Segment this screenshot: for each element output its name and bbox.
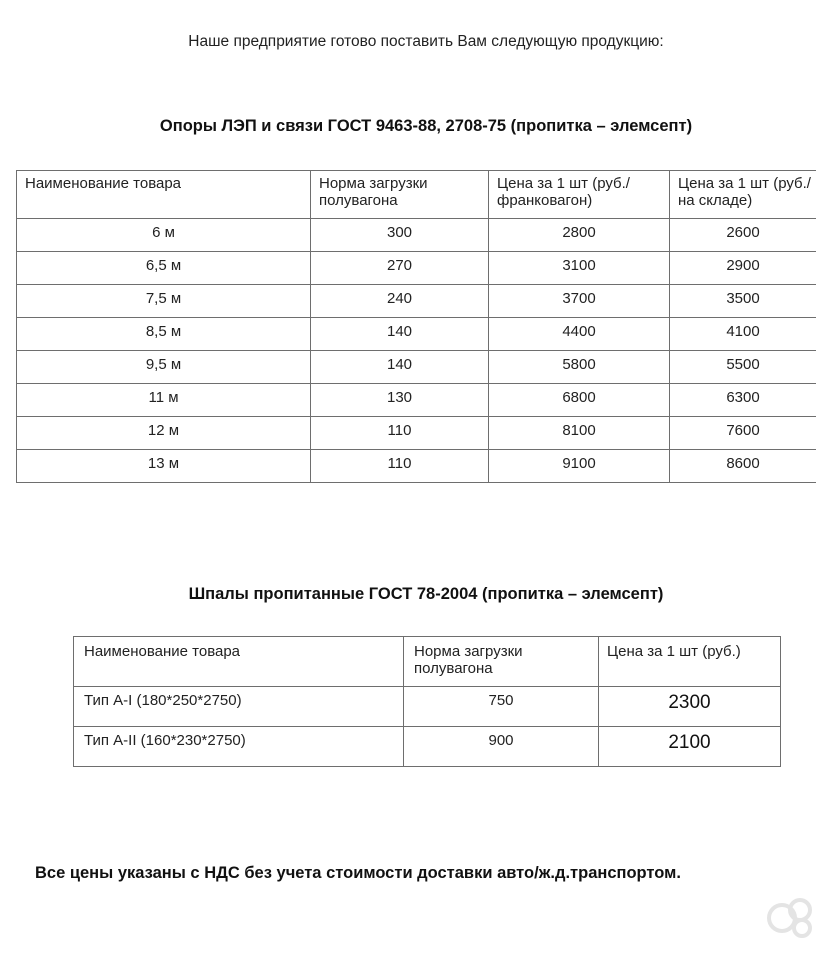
section-title-poles: Опоры ЛЭП и связи ГОСТ 9463-88, 2708-75 (пропитка – элемсепт) [159,117,693,135]
cell-name: 6,5 м [17,252,311,285]
cell-price-warehouse: 7600 [670,417,816,450]
cell-load: 300 [311,219,489,252]
cell-name: 7,5 м [17,285,311,318]
table-row [17,219,816,252]
cell-load: 110 [311,417,489,450]
cell-price-wagon: 5800 [489,351,670,384]
table-row [74,727,781,767]
cell-price-warehouse: 2600 [670,219,816,252]
cell-name: 8,5 м [17,318,311,351]
cell-price: 2100 [599,727,781,767]
cell-load: 750 [404,687,599,727]
cell-price-warehouse: 3500 [670,285,816,318]
col-header-name: Наименование товара [74,637,404,687]
col-header-price-wagon: Цена за 1 шт (руб./франковагон) [489,171,670,219]
section-title-sleepers: Шпалы пропитанные ГОСТ 78-2004 (пропитка – элемсепт) [188,585,664,603]
cell-price-warehouse: 6300 [670,384,816,417]
cell-load: 130 [311,384,489,417]
cell-load: 900 [404,727,599,767]
cell-price-wagon: 3700 [489,285,670,318]
intro-text: Наше предприятие готово поставить Вам следующую продукцию: [188,33,664,50]
cell-price-warehouse: 8600 [670,450,816,483]
cell-name: 12 м [17,417,311,450]
cell-price-wagon: 3100 [489,252,670,285]
table-row [17,318,816,351]
col-header-load: Норма загрузки полувагона [404,637,599,687]
table-row [17,285,816,318]
cell-name: Тип А-I (180*250*2750) [74,687,404,727]
col-header-name: Наименование товара [17,171,311,219]
cell-load: 110 [311,450,489,483]
cell-name: 11 м [17,384,311,417]
cell-price-wagon: 4400 [489,318,670,351]
cell-name: 9,5 м [17,351,311,384]
camera-watermark-icon [762,888,816,942]
cell-price-wagon: 8100 [489,417,670,450]
footer-note: Все цены указаны с НДС без учета стоимости доставки авто/ж.д.транспортом. [35,864,681,882]
col-header-price: Цена за 1 шт (руб.) [599,637,781,687]
table-row [74,687,781,727]
cell-price-wagon: 9100 [489,450,670,483]
cell-price-warehouse: 4100 [670,318,816,351]
table-header-row [17,171,816,219]
table-header-row [74,637,781,687]
table-row [17,417,816,450]
sleepers-price-table [73,636,781,767]
cell-name: 6 м [17,219,311,252]
table-row [17,351,816,384]
cell-price-warehouse: 2900 [670,252,816,285]
table-row [17,252,816,285]
table-row [17,450,816,483]
col-header-price-warehouse: Цена за 1 шт (руб./на складе) [670,171,816,219]
cell-price-wagon: 6800 [489,384,670,417]
cell-load: 140 [311,318,489,351]
cell-load: 240 [311,285,489,318]
col-header-load: Норма загрузки полувагона [311,171,489,219]
cell-name: 13 м [17,450,311,483]
cell-load: 140 [311,351,489,384]
cell-price-wagon: 2800 [489,219,670,252]
poles-price-table [16,170,816,483]
cell-price: 2300 [599,687,781,727]
cell-price-warehouse: 5500 [670,351,816,384]
cell-name: Тип А-II (160*230*2750) [74,727,404,767]
cell-load: 270 [311,252,489,285]
table-row [17,384,816,417]
